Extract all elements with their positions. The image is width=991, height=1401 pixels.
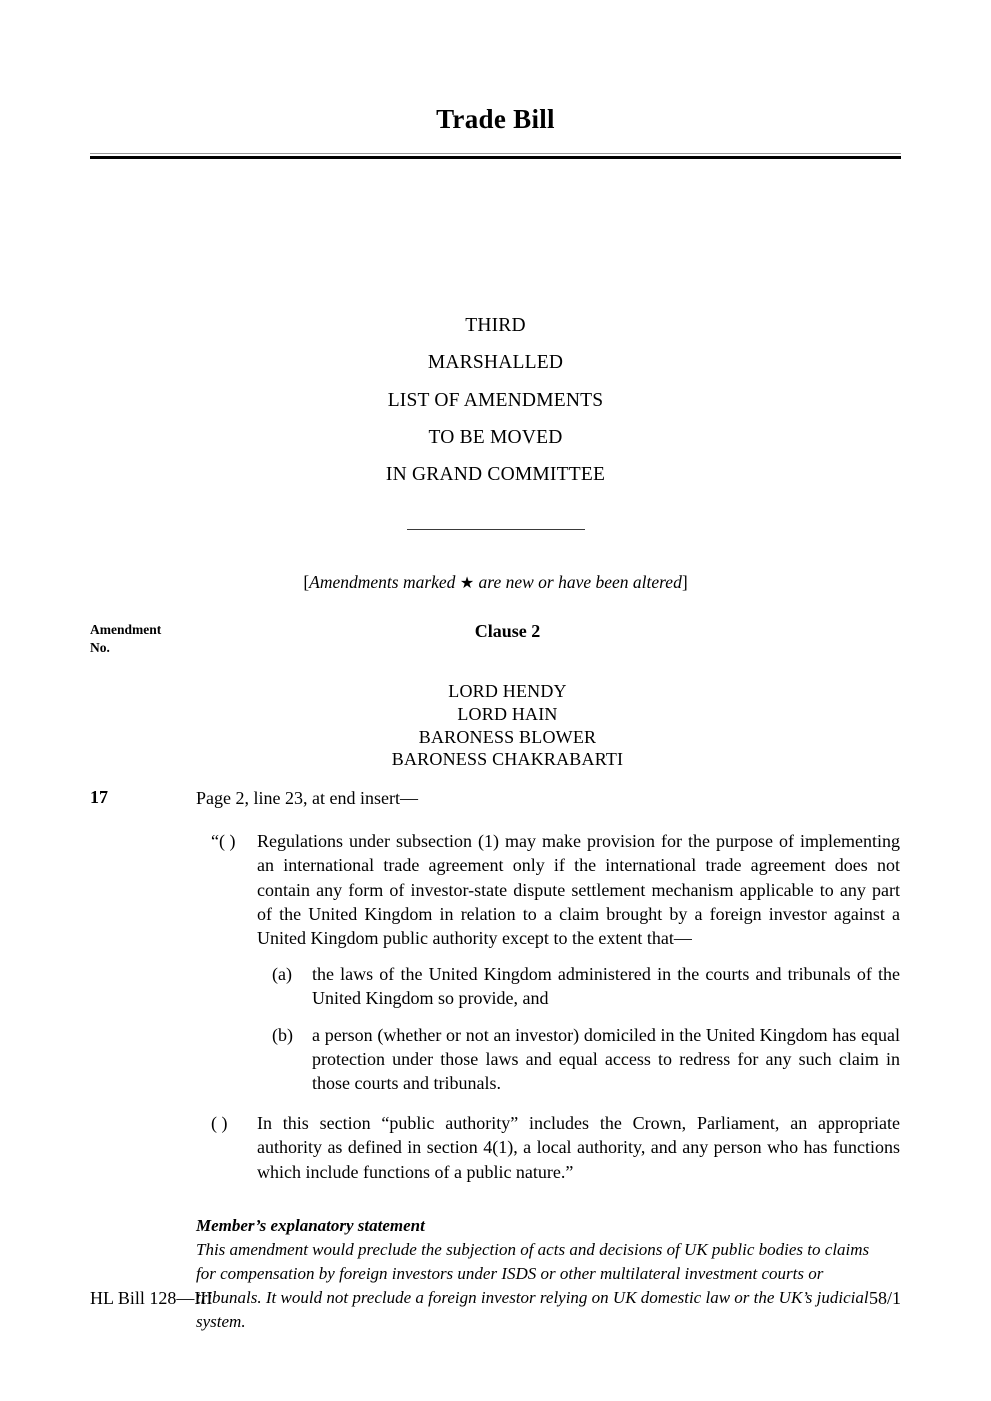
sponsor-name: LORD HAIN xyxy=(457,703,558,724)
paragraph-marker: “( ) xyxy=(211,831,236,852)
legend-text-before: Amendments marked xyxy=(309,571,460,592)
page-title: Trade Bill xyxy=(436,104,555,134)
explanatory-statement-title: Member’s explanatory statement xyxy=(196,1215,425,1235)
page-footer xyxy=(90,1288,901,1309)
amendment-lead-in: Page 2, line 23, at end insert— xyxy=(196,788,418,809)
sponsor-name: BARONESS CHAKRABARTI xyxy=(391,749,624,770)
marshalled-list-caption xyxy=(0,307,991,494)
inserted-subparagraph-a xyxy=(272,962,900,1010)
caption-line-4: TO BE MOVED xyxy=(428,427,563,448)
inserted-subsection-1 xyxy=(211,829,900,950)
legend-open-bracket: [ xyxy=(303,571,310,592)
legend-text-after: are new or have been altered xyxy=(474,571,682,592)
paragraph-marker: (a) xyxy=(272,964,292,985)
paragraph-text: Regulations under subsection (1) may make provision for the purpose of implementing an international trade agreement only if the international trade agreement does not contain any form of investor-state dispute settlement mechanism applicable to any part of the United Kingdom in relation to a claim brought by a foreign investor against a United Kingdom public authority except to the extent that— xyxy=(257,831,900,949)
amendment-no-heading-line1: Amendment xyxy=(90,621,162,637)
page-reference: 58/1 xyxy=(868,1288,901,1308)
sponsor-name: LORD HENDY xyxy=(448,680,567,701)
caption-line-2: MARSHALLED xyxy=(427,352,564,374)
inserted-subsection-2 xyxy=(211,1111,900,1184)
amendment-number: 17 xyxy=(90,787,108,808)
sponsor-list xyxy=(0,680,991,771)
clause-title: Clause 2 xyxy=(474,620,541,641)
amendment-block xyxy=(0,787,991,1333)
paragraph-text: a person (whether or not an investor) domiciled in the United Kingdom has equal protection under those laws and equal access to redress for any such claim in those courts and tribunals. xyxy=(312,1024,900,1094)
star-icon: ★ xyxy=(459,574,475,592)
amendment-no-heading xyxy=(90,621,220,657)
star-legend-note xyxy=(0,572,991,593)
paragraph-text: In this section “public authority” includes the Crown, Parliament, an appropriate authority as defined in section 4(1), a local authority, and any person who has functions which include functions of a public nature.” xyxy=(257,1113,900,1182)
explanatory-statement xyxy=(196,1214,891,1334)
amendment-no-heading-line2: No. xyxy=(90,640,110,656)
bill-reference: HL Bill 128—III xyxy=(90,1288,213,1308)
header-rule-thick xyxy=(90,156,901,159)
legend-close-bracket: ] xyxy=(681,571,688,592)
paragraph-marker: (b) xyxy=(272,1024,293,1045)
section-divider xyxy=(0,520,991,538)
caption-line-5: IN GRAND COMMITTEE xyxy=(385,464,606,486)
caption-line-3: LIST OF AMENDMENTS xyxy=(387,389,604,411)
explanatory-statement-body: This amendment would preclude the subjection of acts and decisions of UK public bodies to claims for compensation by foreign investors under ISDS or other multilateral investment courts or tribunals. It would not preclude a foreign investor relying on UK domestic law or the UK’s judicial system. xyxy=(196,1239,870,1331)
sponsor-name: BARONESS BLOWER xyxy=(418,726,597,747)
paragraph-marker: ( ) xyxy=(211,1113,228,1134)
inserted-subparagraph-b xyxy=(272,1023,900,1096)
caption-line-1: THIRD xyxy=(465,314,526,336)
divider-rule xyxy=(407,529,585,530)
paragraph-text: the laws of the United Kingdom administered in the courts and tribunals of the United Kingdom so provide, and xyxy=(312,964,900,1009)
amendment-column-header xyxy=(0,621,991,667)
header-rule-thin xyxy=(90,153,901,154)
